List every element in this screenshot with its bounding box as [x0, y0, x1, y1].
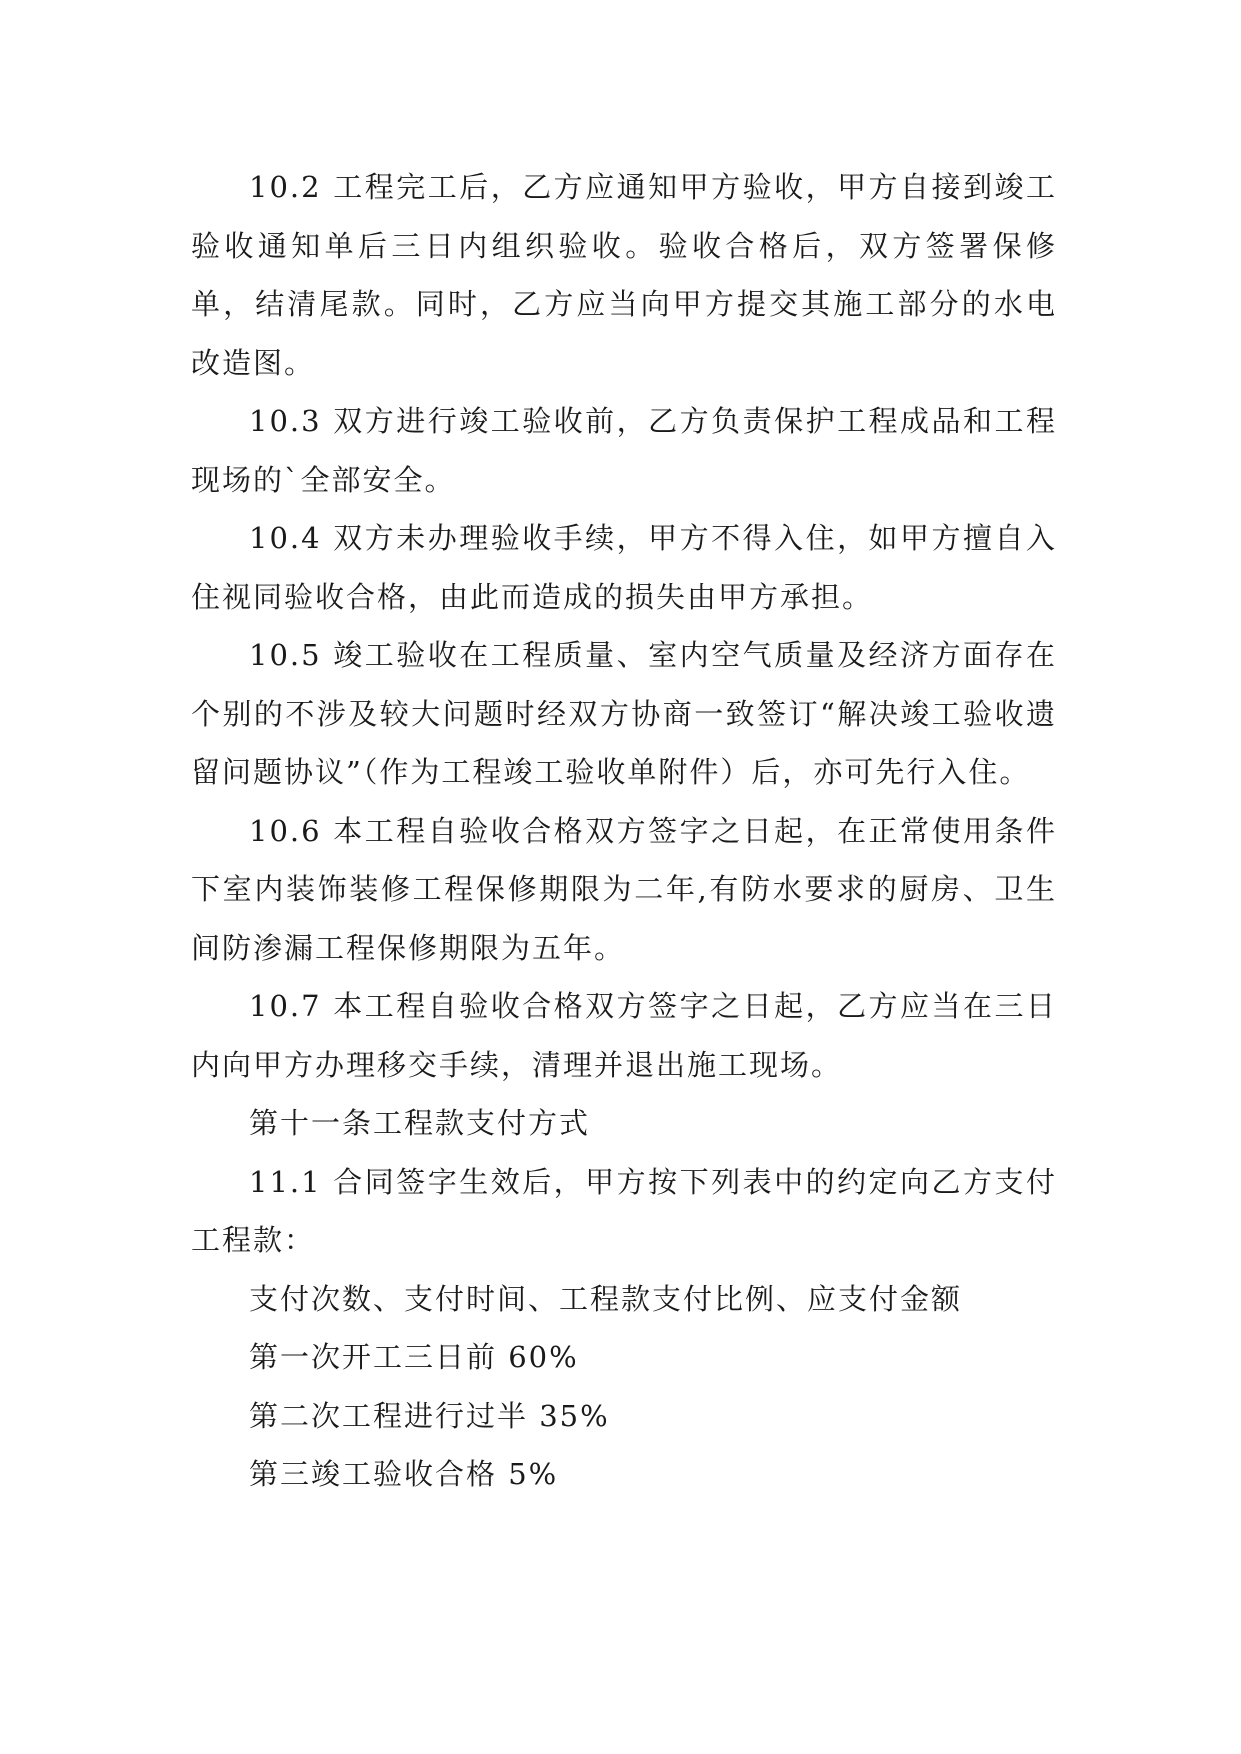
clause-10-7: 10.7 本工程自验收合格双方签字之日起，乙方应当在三日内向甲方办理移交手续，清理并退出施工现场。 — [191, 989, 1057, 1082]
clause-11-1: 11.1 合同签字生效后，甲方按下列表中的约定向乙方支付工程款： — [191, 1164, 1057, 1257]
payment-row-2: 第二次工程进行过半 35% — [249, 1398, 610, 1433]
payment-row-1: 第一次开工三日前 60% — [249, 1340, 579, 1374]
clause-10-2: 10.2 工程完工后，乙方应通知甲方验收，甲方自接到竣工验收通知单后三日内组织验收。验收合格后，双方签署保修单，结清尾款。同时，乙方应当向甲方提交其施工部分的水电改造图。 — [191, 170, 1057, 380]
document-body — [191, 158, 1057, 1504]
clause-10-4: 10.4 双方未办理验收手续，甲方不得入住，如甲方擅自入住视同验收合格，由此而造成的损失由甲方承担。 — [191, 521, 1057, 614]
clause-10-3: 10.3 双方进行竣工验收前，乙方负责保护工程成品和工程现场的`全部安全。 — [191, 404, 1057, 497]
clause-10-5: 10.5 竣工验收在工程质量、室内空气质量及经济方面存在个别的不涉及较大问题时经双方协商一致签订“解决竣工验收遗留问题协议”（作为工程竣工验收单附件）后，亦可先行入住。 — [191, 638, 1057, 789]
payment-table-header: 支付次数、支付时间、工程款支付比例、应支付金额 — [249, 1281, 963, 1316]
payment-row-3: 第三竣工验收合格 5% — [249, 1457, 559, 1491]
clause-10-6: 10.6 本工程自验收合格双方签字之日起，在正常使用条件下室内装饰装修工程保修期限为二年,有防水要求的厨房、卫生间防渗漏工程保修期限为五年。 — [191, 813, 1057, 965]
article-11-heading: 第十一条工程款支付方式 — [249, 1106, 591, 1140]
